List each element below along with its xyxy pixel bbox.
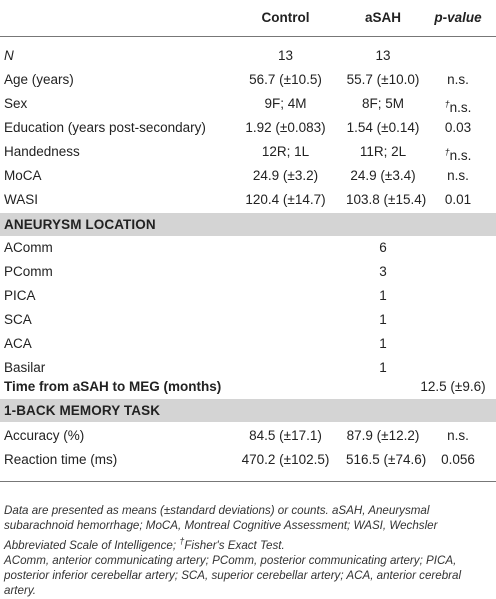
table-row xyxy=(0,44,496,68)
table-row xyxy=(0,140,496,164)
asah-value: 55.7 (±10.0) xyxy=(346,72,420,87)
section-band-memory xyxy=(0,399,496,422)
table-row xyxy=(0,284,496,308)
table-row xyxy=(0,260,496,284)
section-title: 1-BACK MEMORY TASK xyxy=(4,403,161,418)
table-row xyxy=(0,332,496,356)
table-row xyxy=(0,308,496,332)
row-label: SCA xyxy=(4,312,32,327)
table-row xyxy=(0,68,496,92)
control-value: 84.5 (±17.1) xyxy=(249,428,322,443)
control-value: 56.7 (±10.5) xyxy=(249,72,322,87)
row-label: PICA xyxy=(4,288,36,303)
header-asah: aSAH xyxy=(364,10,401,25)
control-value: 13 xyxy=(277,48,294,63)
row-label: Reaction time (ms) xyxy=(4,452,118,467)
row-label: ACA xyxy=(4,336,32,351)
p-value: n.s. xyxy=(447,168,469,183)
table-row xyxy=(0,448,496,472)
control-value: 9F; 4M xyxy=(264,96,307,111)
asah-value: 516.5 (±74.6) xyxy=(346,452,427,467)
header-pvalue: p-value xyxy=(434,10,482,25)
asah-value: 3 xyxy=(379,264,387,279)
dagger-mark: † xyxy=(444,99,450,109)
row-label: AComm xyxy=(4,240,53,255)
row-label: Age (years) xyxy=(4,72,74,87)
table-header-row xyxy=(0,6,496,30)
p-value: n.s. xyxy=(447,428,469,443)
table-footnotes xyxy=(4,503,492,599)
control-value: 12R; 1L xyxy=(261,144,310,159)
p-value: n.s. xyxy=(449,148,472,163)
control-value: 1.92 (±0.083) xyxy=(245,120,326,135)
row-label: Handedness xyxy=(4,144,80,159)
asah-value: 1.54 (±0.14) xyxy=(346,120,420,135)
asah-value: 87.9 (±12.2) xyxy=(346,428,420,443)
asah-value: 1 xyxy=(379,360,387,375)
header-rule xyxy=(0,36,496,37)
header-control: Control xyxy=(261,10,310,25)
table-row xyxy=(0,164,496,188)
row-label: Education (years post-secondary) xyxy=(4,120,206,135)
table-row xyxy=(0,92,496,116)
row-label: WASI xyxy=(4,192,39,207)
table-row xyxy=(0,424,496,448)
dagger-mark: † xyxy=(179,535,185,546)
footnote-fisher: Fisher's Exact Test. xyxy=(184,538,285,552)
p-value xyxy=(420,44,496,68)
asah-value: 13 xyxy=(375,48,391,63)
p-value: n.s. xyxy=(449,100,472,115)
asah-value: 8F; 5M xyxy=(361,96,404,111)
control-value: 120.4 (±14.7) xyxy=(245,192,326,207)
row-label: Accuracy (%) xyxy=(4,428,85,443)
asah-value: 103.8 (±15.4) xyxy=(346,192,427,207)
footnote-text: Data are presented as means (±standard deviations) or counts. aSAH, Aneurysmal subarachnoid hemorrhage; MoCA, Montreal Cognitive Assessment; WASI, Wechsler Abbreviated Scale of Intelligence; xyxy=(4,504,438,552)
table-row xyxy=(0,188,496,212)
p-value: n.s. xyxy=(447,72,469,87)
control-value: 470.2 (±102.5) xyxy=(241,452,330,467)
table-row xyxy=(0,116,496,140)
section-band-aneurysm xyxy=(0,213,496,236)
row-label: MoCA xyxy=(4,168,42,183)
asah-value: 1 xyxy=(379,288,387,303)
row-label: Time from aSAH to MEG (months) xyxy=(4,379,222,394)
row-label: Basilar xyxy=(4,360,46,375)
p-value-cell xyxy=(420,140,496,164)
table-row xyxy=(0,236,496,260)
section-title: ANEURYSM LOCATION xyxy=(4,217,156,232)
table-row-time xyxy=(0,375,496,399)
footnote-abbreviations xyxy=(4,503,492,553)
row-label: N xyxy=(4,48,14,63)
asah-value: 1 xyxy=(379,312,387,327)
table-bottom-rule xyxy=(0,481,496,482)
row-label: Sex xyxy=(4,96,28,111)
p-value: 0.01 xyxy=(444,192,472,207)
asah-value: 11R; 2L xyxy=(359,144,407,159)
asah-value: 24.9 (±3.4) xyxy=(350,168,416,183)
dagger-mark: † xyxy=(444,147,450,157)
control-value: 24.9 (±3.2) xyxy=(252,168,319,183)
asah-value: 6 xyxy=(379,240,387,255)
p-value: 0.056 xyxy=(441,452,475,467)
p-value: 0.03 xyxy=(444,120,472,135)
asah-value: 1 xyxy=(379,336,387,351)
footnote-locations: AComm, anterior communicating artery; PComm, posterior communicating artery; PICA, posterior inferior cerebellar artery; SCA, superior cerebellar artery; ACA, anterior cerebral artery. xyxy=(4,553,462,598)
time-value: 12.5 (±9.6) xyxy=(420,379,486,394)
p-value-cell xyxy=(420,92,496,116)
row-label: PComm xyxy=(4,264,53,279)
